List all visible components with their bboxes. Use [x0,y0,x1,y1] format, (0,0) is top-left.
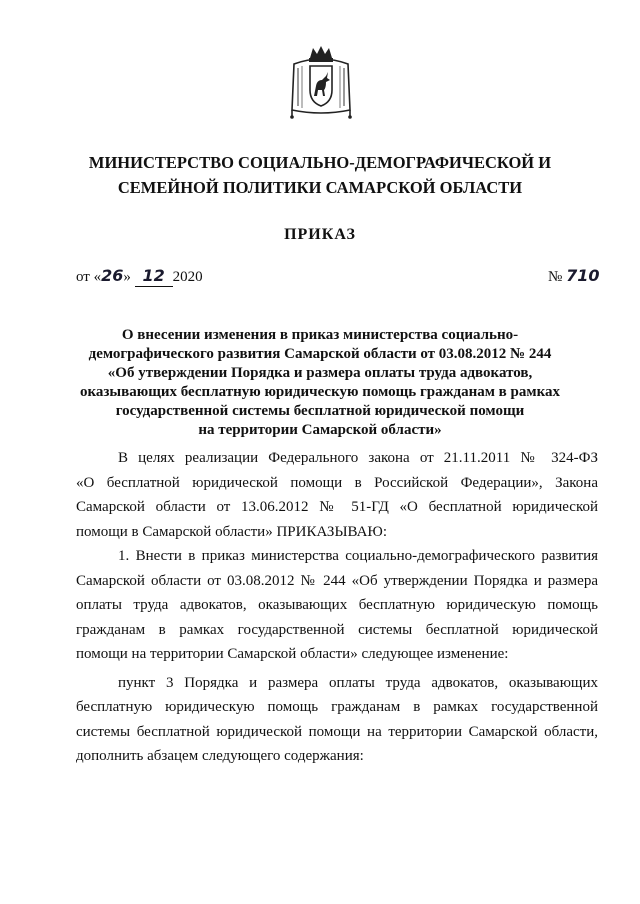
subject-line: государственной системы бесплатной юридической помощи [115,403,525,419]
ministry-name [0,150,640,200]
ministry-name-line-1: МИНИСТЕРСТВО СОЦИАЛЬНО-ДЕМОГРАФИЧЕСКОЙ И [88,153,552,172]
body-line: 1. Внести в приказ министерства социально-демографического развития [118,548,598,564]
order-number [548,266,599,286]
date-day-handwritten: 26 [101,266,124,285]
body-line: гражданам в рамках государственной системы бесплатной юридической [76,621,598,638]
body-line: пункт 3 Порядка и размера оплаты труда адвокатов, оказывающих [118,674,598,691]
body-line: В целях реализации Федерального закона от 21.11.2011 № 324-ФЗ [118,450,598,466]
order-date [76,266,203,287]
order-body [76,446,598,769]
paragraph-preamble [76,446,598,544]
body-line: дополнить абзацем следующего содержания: [76,748,364,764]
subject-line: оказывающих бесплатную юридическую помощь гражданам в рамках [79,384,561,400]
body-line: бесплатную юридическую помощь гражданам в рамках государственной [76,699,598,715]
date-month-handwritten: 12 [142,266,165,285]
subject-line: демографического развития Самарской области от 03.08.2012 № 244 [88,346,552,362]
ministry-name-line-2: СЕМЕЙНОЙ ПОЛИТИКИ САМАРСКОЙ ОБЛАСТИ [117,178,523,197]
number-value-handwritten: 710 [566,266,600,285]
body-line: системы бесплатной юридической помощи на территории Самарской области, [76,723,598,740]
subject-line: «Об утверждении Порядка и размера оплаты труда адвокатов, [107,365,533,381]
date-mid: » [123,269,135,285]
body-line: Самарской области от 03.08.2012 № 244 «Об утверждении Порядка и размера [76,572,598,589]
number-prefix: № [548,269,567,285]
body-line: помощи на территории Самарской области» следующее изменение: [76,646,509,662]
coat-of-arms-icon [290,44,352,120]
order-subject [0,326,640,440]
body-line: Самарской области от 13.06.2012 № 51-ГД «О бесплатной юридической [76,499,598,515]
subject-line: О внесении изменения в приказ министерства социально- [121,327,519,343]
body-line: «О бесплатной юридической помощи в Российской Федерации», Закона [76,474,598,491]
body-line: помощи в Самарской области» ПРИКАЗЫВАЮ: [76,523,388,540]
date-prefix: от « [76,269,102,285]
paragraph-item-1 [76,544,598,667]
paragraph-amendment [76,671,598,769]
document-type: ПРИКАЗ [284,226,356,243]
body-line: оплаты труда адвокатов, оказывающих бесплатную юридическую помощь [76,597,598,613]
subject-line: на территории Самарской области» [198,422,442,438]
date-year: 2020 [172,269,203,285]
